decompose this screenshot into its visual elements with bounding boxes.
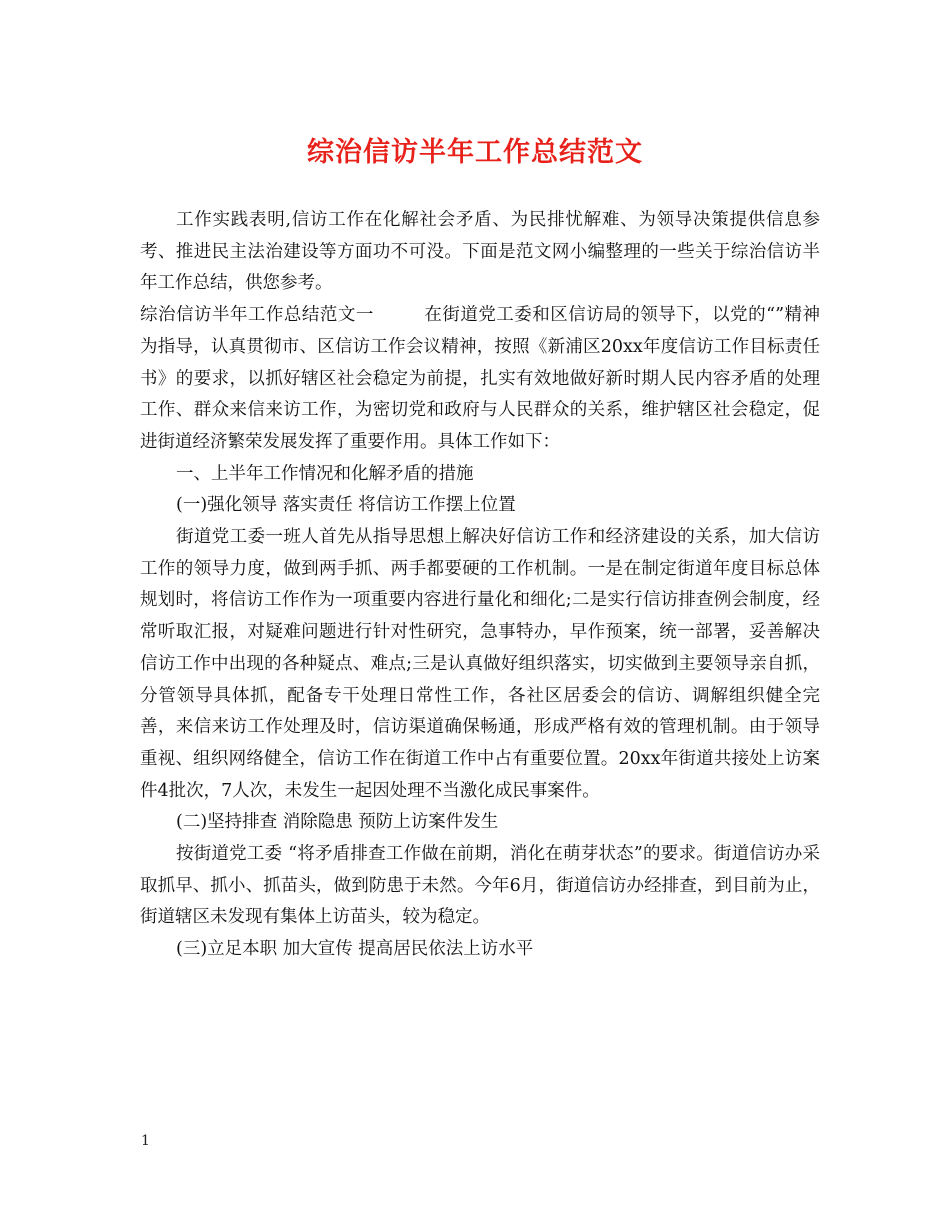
part-one-heading: 一、上半年工作情况和化解矛盾的措施 bbox=[176, 463, 474, 484]
intro-paragraph: 工作实践表明,信访工作在化解社会矛盾、为民排忧解难、为领导决策提供信息参考、推进民主法治建设等方面功不可没。下面是范文网小编整理的一些关于综治信访半年工作总结，供您参考。 bbox=[140, 210, 820, 294]
section-lead: 在街道党工委和区信访局的领导下，以党的“”精神为指导，认真贯彻市、区信访工作会议精神，按照《新浦区20xx年度信访工作目标责任书》的要求，以抓好辖区社会稳定为前提，扎实有效地做好新时期人民内容矛盾的处理工作、群众来信来访工作，为密切党和政府与人民群众的关系，维护辖区社会稳定，促进街道经济繁荣发展发挥了重要作用。具体工作如下： bbox=[140, 305, 820, 452]
subsection-2-heading: (二)坚持排查 消除隐患 预防上访案件发生 bbox=[176, 812, 499, 833]
subsection-3-heading: (三)立足本职 加大宣传 提高居民依法上访水平 bbox=[176, 939, 534, 960]
document-title: 综治信访半年工作总结范文 bbox=[307, 137, 643, 168]
subsection-2-body: 按街道党工委 “将矛盾排查工作做在前期，消化在萌芽状态”的要求。街道信访办采取抓早、抓小、抓苗头，做到防患于未然。今年6月，街道信访办经排查，到目前为止，街道辖区未发现有集体上访苗头，较为稳定。 bbox=[140, 844, 820, 928]
subsection-1-heading: (一)强化领导 落实责任 将信访工作摆上位置 bbox=[176, 495, 516, 516]
section-paragraph bbox=[140, 300, 820, 459]
section-heading: 综治信访半年工作总结范文一 bbox=[140, 305, 374, 326]
document-body bbox=[140, 205, 820, 966]
page-number: 1 bbox=[141, 1133, 150, 1149]
subsection-1-body: 街道党工委一班人首先从指导思想上解决好信访工作和经济建设的关系，加大信访工作的领导力度，做到两手抓、两手都要硬的工作机制。一是在制定街道年度目标总体规划时，将信访工作作为一项重要内容进行量化和细化;二是实行信访排查例会制度，经常听取汇报，对疑难问题进行针对性研究，急事特办，早作预案，统一部署，妥善解决信访工作中出现的各种疑点、难点;三是认真做好组织落实，切实做到主要领导亲自抓，分管领导具体抓，配备专干处理日常性工作，各社区居委会的信访、调解组织健全完善，来信来访工作处理及时，信访渠道确保畅通，形成严格有效的管理机制。由于领导重视、组织网络健全，信访工作在街道工作中占有重要位置。20xx年街道共接处上访案件4批次，7人次，未发生一起因处理不当激化成民事案件。 bbox=[140, 527, 820, 801]
